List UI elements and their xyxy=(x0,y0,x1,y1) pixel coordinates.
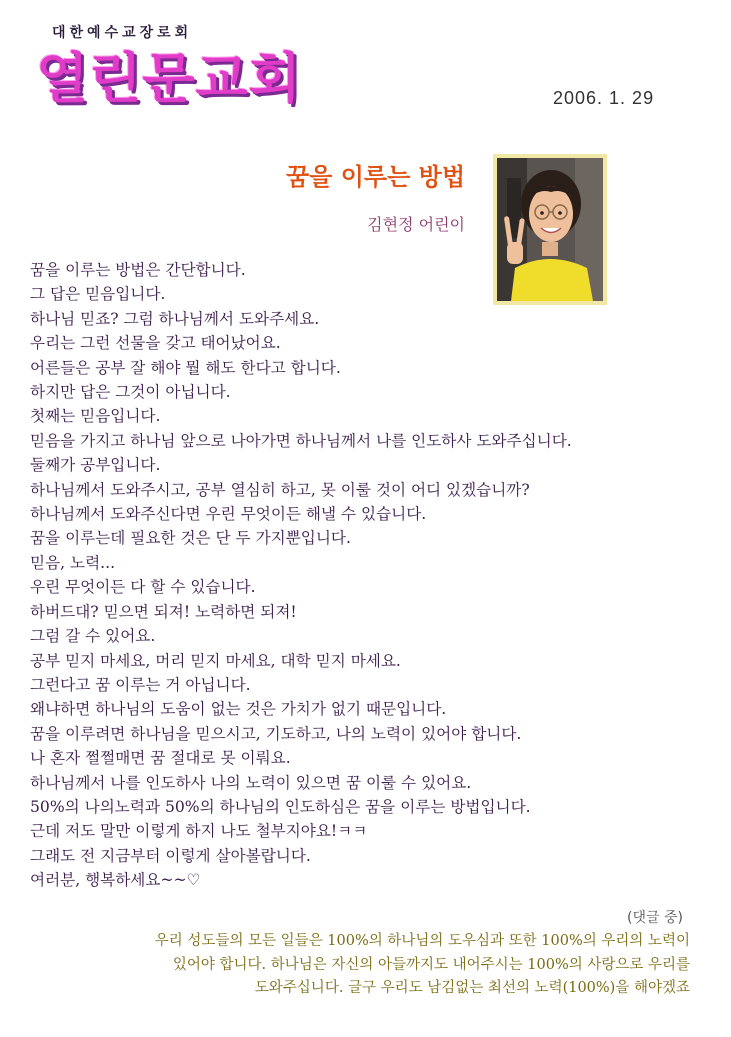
body-line: 하버드대? 믿으면 되져! 노력하면 되져! xyxy=(30,602,297,621)
body-line: 우린 무엇이든 다 할 수 있습니다. xyxy=(30,578,256,597)
body-line: 하나님께서 도와주시고, 공부 열심히 하고, 못 이룰 것이 어디 있겠습니까? xyxy=(30,480,530,499)
body-line: 꿈을 이루는 방법은 간단합니다. xyxy=(30,261,246,279)
body-line: 여러분, 행복하세요~~♡ xyxy=(30,871,201,890)
body-line: 꿈을 이루는데 필요한 것은 단 두 가지뿐입니다. xyxy=(30,529,351,548)
body-line: 어른들은 공부 잘 해야 뭘 해도 한다고 합니다. xyxy=(30,358,341,377)
article-title: 꿈을 이루는 방법 xyxy=(286,163,465,191)
article-author: 김현정 어린이 xyxy=(367,215,465,234)
body-line: 우리는 그런 선물을 갖고 태어났어요. xyxy=(30,334,281,353)
body-line: 그럼 갈 수 있어요. xyxy=(30,627,156,646)
body-line: 근데 저도 말만 이렇게 하지 나도 철부지야요!ㅋㅋ xyxy=(30,822,368,841)
body-line: 그 답은 믿음입니다. xyxy=(30,285,166,304)
article-body xyxy=(30,258,690,893)
comment-line: 우리 성도들의 모든 일들은 100%의 하나님의 도우심과 또한 100%의 우리의 노력이 xyxy=(154,933,690,949)
body-line: 둘째가 공부입니다. xyxy=(30,456,161,475)
comment-text xyxy=(40,930,690,1001)
church-denomination: 대한예수교장로회 xyxy=(52,25,193,41)
comment-line: 있어야 합니다. 하나님은 자신의 아들까지도 내어주시는 100%의 사랑으로 우리를 xyxy=(172,956,690,973)
body-line: 왜냐하면 하나님의 도움이 없는 것은 가치가 없기 때문입니다. xyxy=(30,700,447,719)
body-line: 그런다고 꿈 이루는 거 아닙니다. xyxy=(30,675,251,694)
body-line: 믿음, 노력... xyxy=(30,553,116,572)
body-line: 하나님 믿죠? 그럼 하나님께서 도와주세요. xyxy=(30,309,320,328)
body-line: 믿음을 가지고 하나님 앞으로 나아가면 하나님께서 나를 인도하사 도와주십니다. xyxy=(30,431,572,450)
body-line: 첫째는 믿음입니다. xyxy=(30,407,161,426)
body-line: 나 혼자 쩔쩔매면 꿈 절대로 못 이뤄요. xyxy=(30,749,291,768)
body-line: 하나님께서 나를 인도하사 나의 노력이 있으면 꿈 이룰 수 있어요. xyxy=(30,773,472,792)
church-name-logo: 열린문교회 xyxy=(36,47,302,110)
body-line: 하나님께서 도와주신다면 우린 무엇이든 해낼 수 있습니다. xyxy=(30,505,427,524)
comment-label: (댓글 중) xyxy=(627,910,683,926)
body-line: 50%의 나의노력과 50%의 하나님의 인도하심은 꿈을 이루는 방법입니다. xyxy=(30,797,531,816)
body-line: 공부 믿지 마세요, 머리 믿지 마세요, 대학 믿지 마세요. xyxy=(30,651,401,670)
body-line: 그래도 전 지금부터 이렇게 살아볼랍니다. xyxy=(30,846,311,865)
comment-line: 도와주십니다. 글구 우리도 남김없는 최선의 노력(100%)을 해야겠죠 xyxy=(254,980,690,996)
date: 2006. 1. 29 xyxy=(553,88,655,108)
body-line: 꿈을 이루려면 하나님을 믿으시고, 기도하고, 나의 노력이 있어야 합니다. xyxy=(30,724,522,743)
body-line: 하지만 답은 그것이 아닙니다. xyxy=(30,383,231,402)
